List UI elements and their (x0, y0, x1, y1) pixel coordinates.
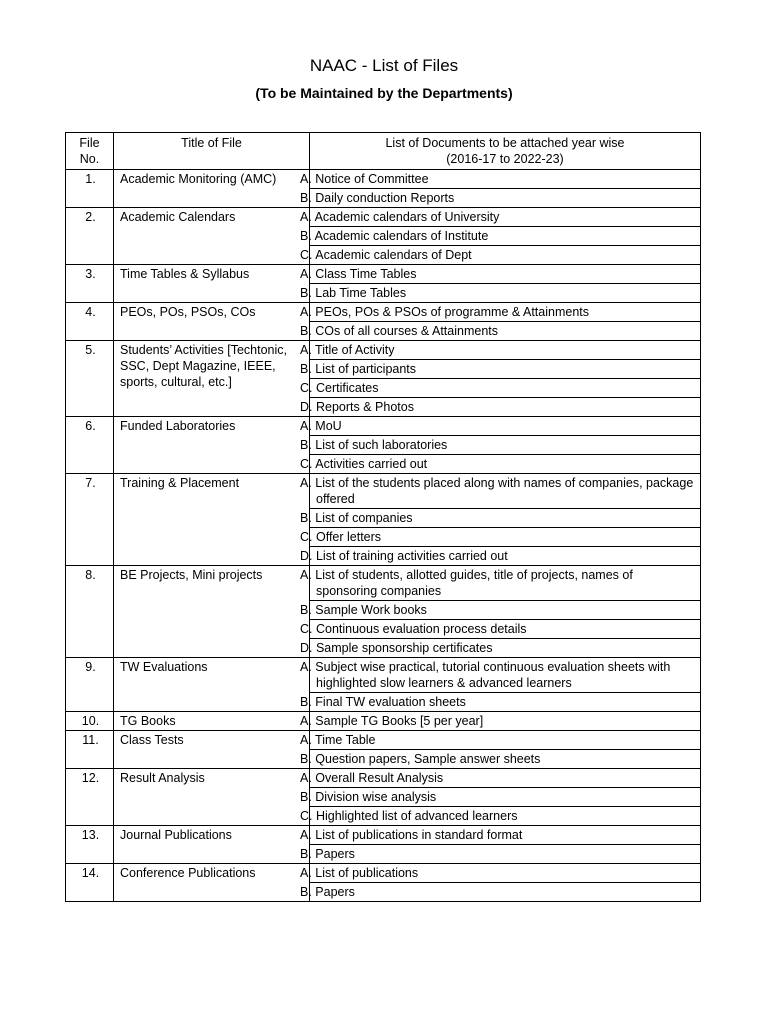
document-item: C. Highlighted list of advanced learners (310, 807, 701, 826)
document-item: B. Sample Work books (310, 601, 701, 620)
document-item: A. Sample TG Books [5 per year] (310, 712, 701, 731)
file-number: 13. (66, 826, 114, 864)
document-item: B. Division wise analysis (310, 788, 701, 807)
file-number: 8. (66, 566, 114, 658)
document-item: B. Daily conduction Reports (310, 189, 701, 208)
file-number: 5. (66, 341, 114, 417)
file-number: 4. (66, 303, 114, 341)
table-row (66, 769, 701, 788)
file-title: TW Evaluations (114, 658, 310, 712)
table-row (66, 712, 701, 731)
file-number: 2. (66, 208, 114, 265)
document-item: A. Title of Activity (310, 341, 701, 360)
header-documents: List of Documents to be attached year wise (2016-17 to 2022-23) (310, 133, 701, 170)
document-item: A. Time Table (310, 731, 701, 750)
file-title: Funded Laboratories (114, 417, 310, 474)
document-item: C. Activities carried out (310, 455, 701, 474)
document-item: A. List of students, allotted guides, title of projects, names of sponsoring companies (310, 566, 701, 601)
document-item: B. Lab Time Tables (310, 284, 701, 303)
file-number: 9. (66, 658, 114, 712)
document-item: A. Academic calendars of University (310, 208, 701, 227)
table-row (66, 265, 701, 284)
table-row (66, 170, 701, 189)
file-number: 7. (66, 474, 114, 566)
page-subtitle: (To be Maintained by the Departments) (255, 85, 513, 101)
file-number: 10. (66, 712, 114, 731)
table-row (66, 566, 701, 601)
document-item: B. Academic calendars of Institute (310, 227, 701, 246)
file-title: Training & Placement (114, 474, 310, 566)
document-item: A. Notice of Committee (310, 170, 701, 189)
file-title: Class Tests (114, 731, 310, 769)
file-title: Journal Publications (114, 826, 310, 864)
document-item: C. Certificates (310, 379, 701, 398)
file-title: TG Books (114, 712, 310, 731)
document-item: C. Offer letters (310, 528, 701, 547)
document-item: A. List of the students placed along with names of companies, package offered (310, 474, 701, 509)
table-row (66, 208, 701, 227)
table-row (66, 417, 701, 436)
table-row (66, 658, 701, 693)
page-title: NAAC - List of Files (309, 56, 459, 75)
table-row (66, 731, 701, 750)
file-title: BE Projects, Mini projects (114, 566, 310, 658)
document-item: A. List of publications (310, 864, 701, 883)
document-item: D. List of training activities carried out (310, 547, 701, 566)
document-item: B. Question papers, Sample answer sheets (310, 750, 701, 769)
file-number: 11. (66, 731, 114, 769)
document-item: C. Continuous evaluation process details (310, 620, 701, 639)
file-number: 12. (66, 769, 114, 826)
document-item: D. Reports & Photos (310, 398, 701, 417)
document-item: B. Papers (310, 883, 701, 902)
document-item: D. Sample sponsorship certificates (310, 639, 701, 658)
table-header (66, 133, 701, 170)
file-title: Result Analysis (114, 769, 310, 826)
document-item: A. Class Time Tables (310, 265, 701, 284)
document-item: B. Papers (310, 845, 701, 864)
document-item: B. List of companies (310, 509, 701, 528)
files-table (65, 132, 701, 902)
file-title: Academic Monitoring (AMC) (114, 170, 310, 208)
file-title: Students’ Activities [Techtonic, SSC, Dept Magazine, IEEE, sports, cultural, etc.] (114, 341, 310, 417)
document-item: A. PEOs, POs & PSOs of programme & Attainments (310, 303, 701, 322)
table-body (66, 170, 701, 902)
table-row (66, 303, 701, 322)
document-item: B. COs of all courses & Attainments (310, 322, 701, 341)
document-item: B. Final TW evaluation sheets (310, 693, 701, 712)
header-title: Title of File (114, 133, 310, 170)
file-title: PEOs, POs, PSOs, COs (114, 303, 310, 341)
file-number: 3. (66, 265, 114, 303)
table-row (66, 474, 701, 509)
document-item: A. List of publications in standard format (310, 826, 701, 845)
document-item: B. List of such laboratories (310, 436, 701, 455)
document-item: B. List of participants (310, 360, 701, 379)
document-item: C. Academic calendars of Dept (310, 246, 701, 265)
table-row (66, 864, 701, 883)
header-row (66, 133, 701, 170)
file-title: Conference Publications (114, 864, 310, 902)
file-number: 6. (66, 417, 114, 474)
file-title: Academic Calendars (114, 208, 310, 265)
header-file-no: File No. (66, 133, 114, 170)
table-row (66, 826, 701, 845)
document-item: A. Overall Result Analysis (310, 769, 701, 788)
file-number: 1. (66, 170, 114, 208)
document-item: A. MoU (310, 417, 701, 436)
document-item: A. Subject wise practical, tutorial continuous evaluation sheets with highlighted slow learners & advanced learners (310, 658, 701, 693)
file-number: 14. (66, 864, 114, 902)
table-row (66, 341, 701, 360)
file-title: Time Tables & Syllabus (114, 265, 310, 303)
